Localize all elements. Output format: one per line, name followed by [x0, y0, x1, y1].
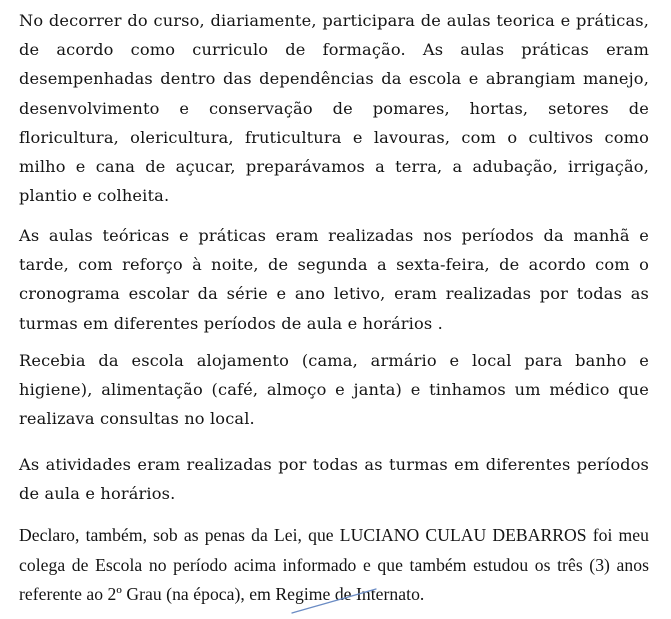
paragraph-declaration: Declaro, também, sob as penas da Lei, que LUCIANO CULAU DEBARROS foi meu colega de Escola no período acima informado e que também estudou os três (3) anos referente ao 2º Grau (na época), em Regime de Internato.: [19, 525, 649, 604]
paragraph-activities: As atividades eram realizadas por todas as turmas em diferentes períodos de aula e horários.: [19, 455, 649, 504]
paragraph-class-schedule: As aulas teóricas e práticas eram realizadas nos períodos da manhã e tarde, com reforço à noite, de segunda a sexta-feira, de acordo com o cronograma escolar da série e ano letivo, eram realizadas por todas as turmas em diferentes períodos de aula e horários .: [19, 226, 649, 333]
paragraph-school-provisions: Recebia da escola alojamento (cama, armário e local para banho e higiene), alimentação (café, almoço e janta) e tinhamos um médico que realizava consultas no local.: [19, 351, 649, 429]
paragraph-course-activities: No decorrer do curso, diariamente, participara de aulas teorica e práticas, de acordo como curriculo de formação. As aulas práticas eram desempenhadas dentro das dependências da escola e abrangiam manejo, desenvolvimento e conservação de pomares, hortas, setores de floricultura, olericultura, fruticultura e lavouras, com o cultivos como milho e cana de açucar, preparávamos a terra, a adubação, irrigação, plantio e colheita.: [19, 11, 649, 206]
signature-stroke: [290, 585, 380, 615]
